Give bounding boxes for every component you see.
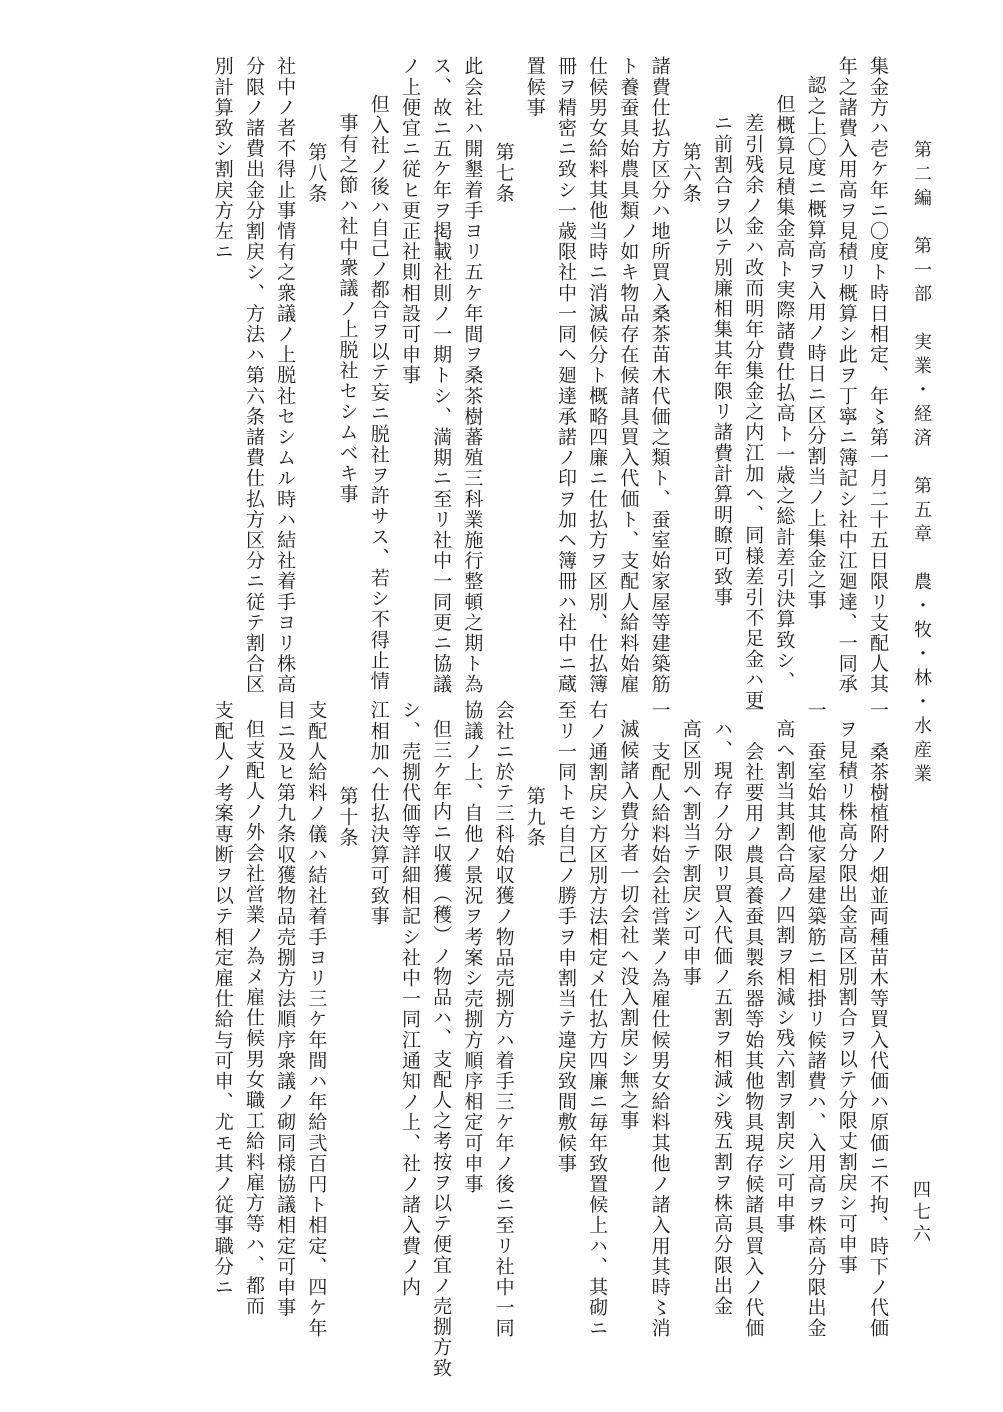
text-line: 高区別ヘ割当テ割戻シ可申事 [679, 719, 702, 987]
text-line: 別計算致シ割戻方左ニ [211, 56, 234, 262]
text-line: 認之上〇度ニ概算高ヲ入用ノ時日ニ区分割当ノ上集金之事 [804, 75, 827, 611]
text-line: 支配人給料ノ儀ハ結社着手ヨリ三ケ年間ハ年給弐百円ト相定、四ケ年 [305, 700, 328, 1339]
text-line: 協議ノ上、自他ノ景況ヲ考案シ売捌方順序相定可申事 [461, 700, 484, 1195]
running-header: 第二編 第一部 実業・経済 第五章 農・牧・林・水産業 [911, 140, 932, 788]
text-line: 此会社ハ開墾着手ヨリ五ケ年間ヲ桑茶樹蕃殖三科業施行整頓之期ト為 [461, 56, 484, 695]
article-heading: 第十条 [336, 785, 359, 848]
text-line: 会社ニ於テ三科始収獲ノ物品売捌方ハ着手三ケ年ノ後ニ至リ社中一同 [492, 700, 515, 1339]
lower-text-block [207, 700, 893, 1379]
article-heading: 第九条 [523, 785, 546, 848]
text-line: 目ニ及ヒ第九条収獲物品売捌方法順序衆議ノ砌同様協議相定可申事 [274, 700, 297, 1318]
text-line: ノ上便宜ニ従ヒ更正社則相設可申事 [398, 56, 421, 386]
proviso-line: 但三ケ年内ニ収獲（穫）ノ物品ハ、支配人之考按ヲ以テ便宜ノ売捌方致 [430, 719, 453, 1379]
proviso-line: ニ前割合ヲ以テ別廉相集其年限リ諸費計算明瞭可致事 [710, 113, 733, 608]
upper-text-block [207, 56, 893, 711]
text-line: 支配人ノ考案専断ヲ以テ相定雇仕給与可申、尤モ其ノ従事職分ニ [211, 700, 234, 1298]
item-line: 一 会社要用ノ農具養蚕具製糸器等始其他物具現存候諸具買入ノ代価 [742, 700, 765, 1339]
proviso-line: 事有之節ハ社中衆議ノ上脱社セシムベキ事 [336, 113, 359, 505]
proviso-line: 但概算見積集金高ト実際諸費仕払高ト一歳之総計差引決算致シ、 [773, 94, 796, 692]
text-line: 冊ヲ精密ニ致シ一歳限社中一同ヘ廻達承諾ノ印ヲ加ヘ簿冊ハ社中ニ蔵 [554, 56, 577, 695]
text-line: ス、故ニ五ケ年ヲ掲載社則ノ一期トシ、満期ニ至リ社中一同更ニ協議 [430, 56, 453, 695]
proviso-line: 但入社ノ後ハ自己ノ都合ヲ以テ妄ニ脱社ヲ許サス、若シ不得止情 [367, 94, 390, 692]
text-line: 右ノ通割戻シ方区別方法相定メ仕払方四廉ニ毎年致置候上ハ、其砌ニ [586, 700, 609, 1339]
text-line: 江相加ヘ仕払決算可致事 [367, 700, 390, 927]
text-line: 集金方ハ壱ケ年ニ〇度ト時日相定、年〻第一月二十五日限リ支配人其 [867, 56, 889, 695]
item-line: 一 蚕室始其他家屋建築筋ニ相掛リ候諸費ハ、入用高ヲ株高分限出金 [804, 700, 827, 1339]
text-line: 年之諸費入用高ヲ見積リ概算シ此ヲ丁寧ニ簿記シ社中江廻達、一同承 [835, 56, 858, 695]
text-line: 分限ノ諸費出金分割戻シ、方法ハ第六条諸費仕払方区分ニ従テ割合区 [242, 56, 265, 695]
article-heading: 第八条 [305, 141, 328, 204]
proviso-line: 但支配人ノ外会社営業ノ為メ雇仕候男女職工給料雇方等ハ、都而 [242, 719, 265, 1317]
text-line: シ、売捌代価等詳細相記シ社中一同江通知ノ上、社ノ諸入費ノ内 [398, 700, 421, 1298]
text-line: 高ヘ割当其割合高ノ四割ヲ相減シ残六割ヲ割戻シ可申事 [773, 719, 796, 1234]
article-heading: 第六条 [679, 141, 702, 204]
text-line: ヲ見積リ株高分限出金高区別割合ヲ以テ分限丈割戻シ可申事 [835, 719, 858, 1276]
text-line: 置候事 [523, 56, 546, 118]
text-line: ハ、現存ノ分限リ買入代価ノ五割ヲ相減シ残五割ヲ株高分限出金 [710, 719, 733, 1317]
text-line: 至リ一同トモ自己ノ勝手ヲ申割当テ違戻致間敷候事 [554, 700, 577, 1174]
text-line: 仕候男女給料其他当時ニ消滅候分ト概略四廉ニ仕払方ヲ区別、仕払簿 [586, 56, 609, 695]
text-line: 滅候諸入費分者一切会社ヘ没入割戻シ無之事 [617, 719, 640, 1131]
text-line: ト養蚕具始農具類ノ如キ物品存在候諸具買入代価ト、支配人給料始雇 [617, 56, 640, 695]
item-line: 一 支配人給料始会社営業ノ為雇仕候男女給料其他ノ諸入用其時〻消 [648, 700, 671, 1339]
item-line: 一 桑茶樹植附ノ畑並両種苗木等買入代価ハ原価ニ不拘、時下ノ代価 [867, 700, 889, 1339]
page-number: 四七六 [910, 1180, 931, 1246]
article-heading: 第七条 [492, 141, 515, 204]
text-line: 社中ノ者不得止事情有之衆議ノ上脱社セシムル時ハ結社着手ヨリ株高 [274, 56, 297, 695]
proviso-line: 差引残余ノ金ハ改而明年分集金之内江加ヘ、同様差引不足金ハ更 [742, 113, 765, 711]
text-line: 諸費仕払方区分ハ地所買入桑茶苗木代価之類ト、蚕室始家屋等建築筋 [648, 56, 671, 695]
